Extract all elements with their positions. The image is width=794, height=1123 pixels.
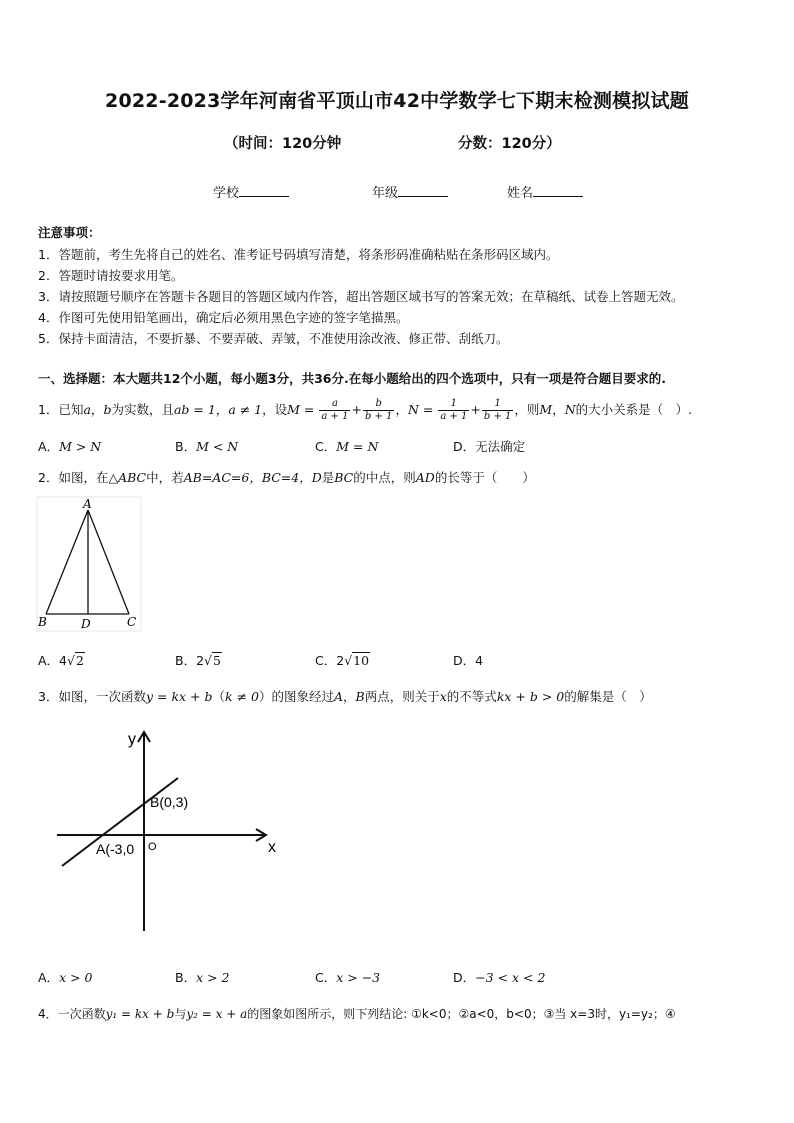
vertex-b-label: B — [38, 615, 47, 629]
fraction: $\frac{a}{a + 1}$ — [321, 398, 349, 422]
page-title: 2022-2023学年河南省平顶山市42中学数学七下期末检测模拟试题 — [105, 90, 689, 112]
linear-function-graph — [52, 724, 292, 936]
exam-score: 分数：120分） — [458, 136, 561, 152]
school-blank[interactable] — [239, 183, 289, 197]
name-label: 姓名 — [507, 186, 534, 201]
point-a-label: A(-3,0 — [96, 841, 135, 857]
section-heading: 一、选择题：本大题共12个小题，每小题3分，共36分.在每小题给出的四个选项中，只有一项是符合题目要求的. — [38, 371, 666, 386]
q2-option-c[interactable]: C．2√10 — [315, 653, 370, 668]
q2-option-b[interactable]: B．2√5 — [175, 653, 221, 668]
q1-option-b[interactable]: B．M < N — [175, 439, 239, 454]
x-axis-label: x — [268, 839, 276, 856]
question-3-stem: 3．如图，一次函数y = kx + b（k ≠ 0）的图象经过A，B两点，则关于x的不等式kx + b > 0的解集是（ ） — [38, 689, 652, 704]
notice-item: 5．保持卡面清洁，不要折暴、不要弄破、弄皱，不准使用涂改液、修正带、刮纸刀。 — [38, 331, 509, 346]
q3-option-d[interactable]: D．−3 < x < 2 — [453, 970, 546, 985]
q3-option-c[interactable]: C．x > −3 — [315, 970, 381, 985]
vertex-c-label: C — [127, 615, 137, 629]
question-1-stem: 1．已知a，b为实数，且ab = 1，a ≠ 1，设M = $\frac{a}{a + 1}$ + $\frac{b}{b + 1}$ ，N = $\frac{1}{a + 1}$ + $\frac{1}{b + 1}$ ，则M，N的大小关系是（ ）. — [38, 398, 693, 422]
vertex-a-label: A — [83, 497, 92, 511]
grade-label: 年级 — [372, 186, 399, 201]
y-axis-label: y — [128, 731, 136, 748]
point-d-label: D — [81, 617, 91, 631]
q3-option-a[interactable]: A．x > 0 — [38, 970, 93, 985]
notice-item: 3．请按照题号顺序在答题卡各题目的答题区域内作答，超出答题区域书写的答案无效；在草稿纸、试卷上答题无效。 — [38, 289, 684, 304]
figure-frame — [37, 497, 141, 631]
fraction: $\frac{b}{b + 1}$ — [364, 398, 393, 422]
notice-item: 4．作图可先使用铅笔画出，确定后必须用黑色字迹的签字笔描黑。 — [38, 310, 409, 325]
grade-blank[interactable] — [398, 183, 448, 197]
school-label: 学校 — [213, 186, 240, 201]
grade-field[interactable] — [372, 182, 448, 201]
q2-option-d[interactable]: D．4 — [453, 653, 484, 668]
fraction: $\frac{1}{a + 1}$ — [440, 398, 468, 422]
q2-option-a[interactable]: A．4√2 — [38, 653, 84, 668]
notice-item: 2．答题时请按要求用笔。 — [38, 268, 184, 283]
name-blank[interactable] — [533, 183, 583, 197]
notice-heading: 注意事项： — [38, 225, 101, 240]
q1-option-a[interactable]: A．M > N — [38, 439, 102, 454]
notice-item: 1．答题前，考生先将自己的姓名、准考证号码填写清楚，将条形码准确粘贴在条形码区域内。 — [38, 247, 559, 262]
q3-option-b[interactable]: B．x > 2 — [175, 970, 230, 985]
fraction: $\frac{1}{b + 1}$ — [483, 398, 512, 422]
origin-label: O — [148, 841, 157, 853]
question-2-stem: 2．如图，在△ABC中，若AB=AC=6，BC=4，D是BC的中点，则AD的长等于（ ） — [38, 470, 535, 485]
q1-option-d[interactable]: D．无法确定 — [453, 439, 526, 454]
point-b-label: B(0,3) — [150, 794, 189, 810]
q1-option-c[interactable]: C．M = N — [315, 439, 379, 454]
school-field[interactable] — [213, 182, 289, 201]
question-4-stem: 4．一次函数y₁ = kx + b与y₂ = x + a的图象如图所示，则下列结论: ①k<0；②a<0，b<0；③当 x=3时，y₁=y₂；④ — [38, 1007, 676, 1021]
exam-time: （时间：120分钟 — [224, 136, 342, 152]
name-field[interactable] — [507, 182, 583, 201]
triangle-figure — [36, 496, 144, 632]
